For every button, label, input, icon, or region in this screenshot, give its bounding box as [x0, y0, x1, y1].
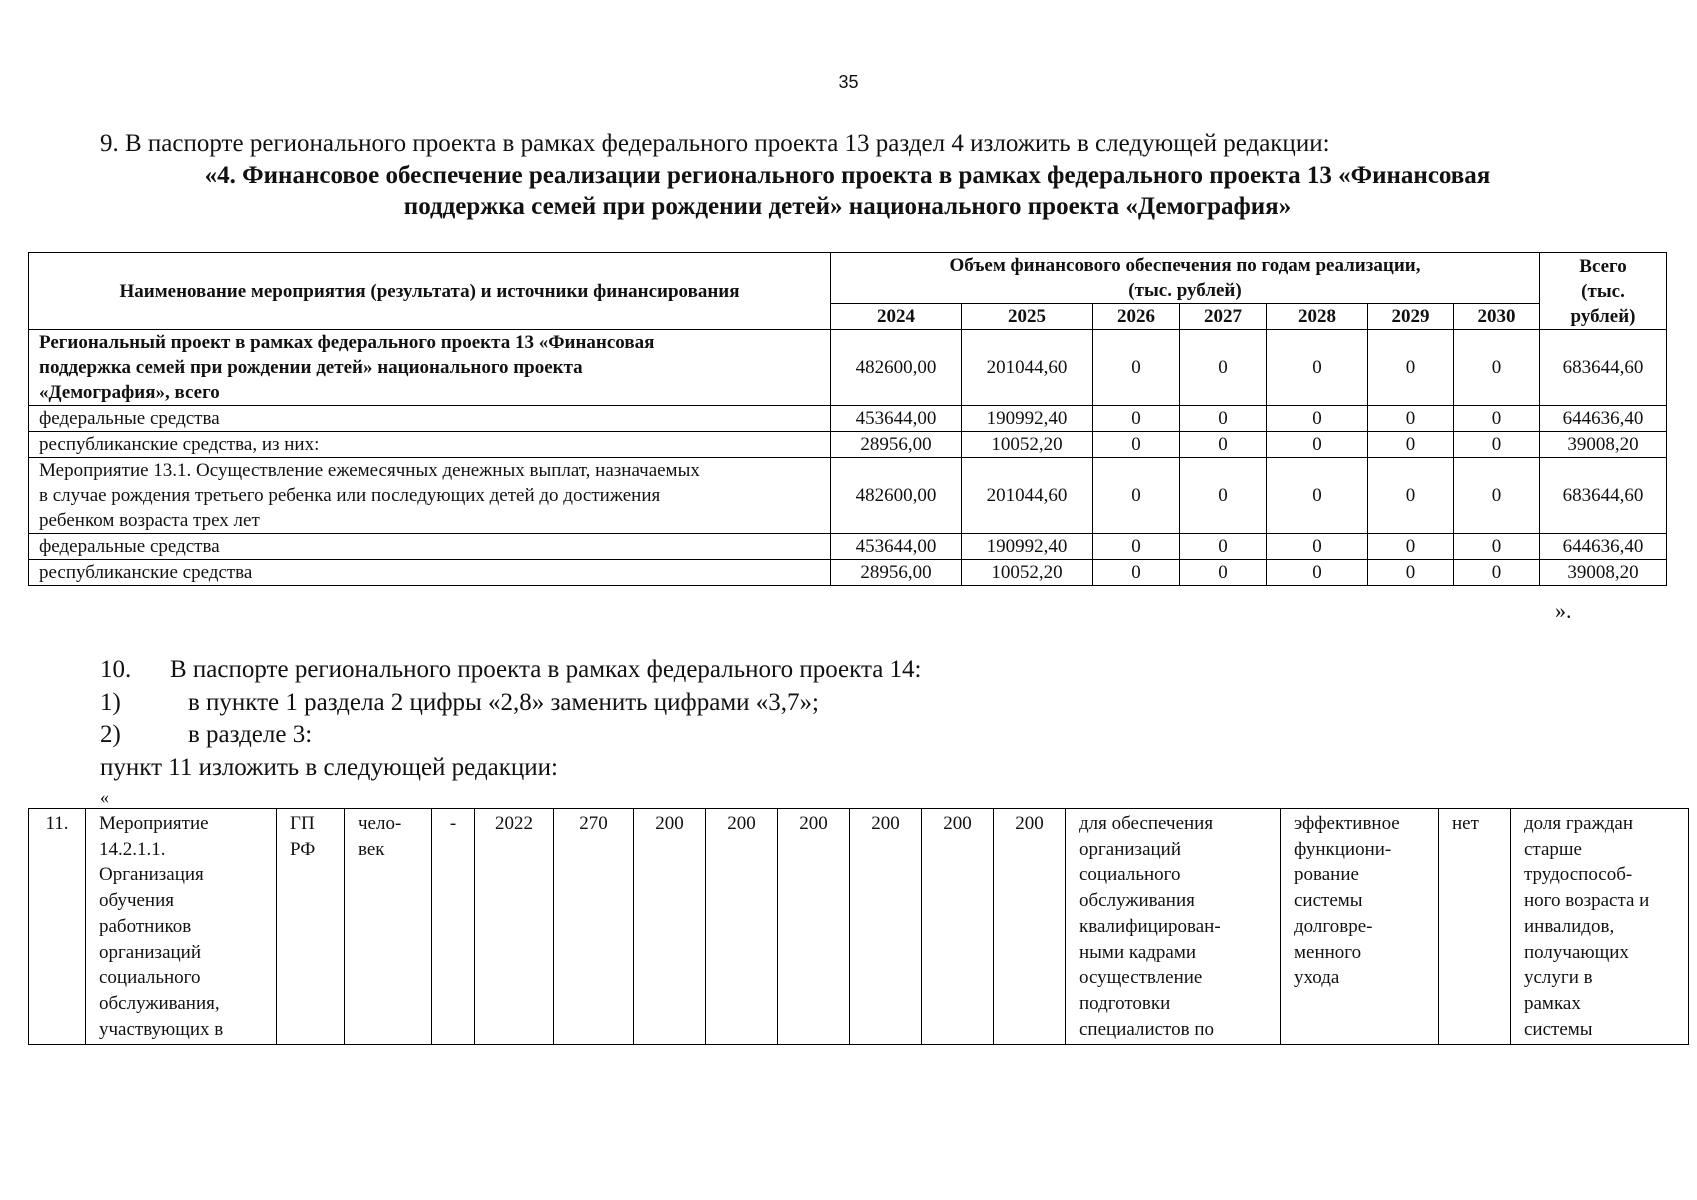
section-4-heading — [100, 160, 1595, 222]
cell-value — [554, 809, 634, 1045]
table-row — [29, 432, 1667, 458]
row-name — [29, 330, 831, 406]
header-volume-line: (тыс. рублей) — [1128, 280, 1242, 301]
cell-line: 200 — [1015, 813, 1044, 834]
value-cell: 0 — [1180, 406, 1267, 432]
total-cell: 644636,40 — [1540, 406, 1667, 432]
header-total-line: (тыс. — [1581, 280, 1625, 302]
cell-line: получающих — [1524, 941, 1629, 963]
value-cell: 0 — [1368, 560, 1454, 586]
header-total — [1540, 253, 1667, 330]
value-cell: 0 — [1454, 432, 1540, 458]
cell-line: 11. — [45, 813, 69, 834]
value-cell: 0 — [1454, 560, 1540, 586]
value-cell: 482600,00 — [831, 330, 962, 406]
cell-line: РФ — [290, 838, 316, 860]
value-cell: 0 — [1180, 560, 1267, 586]
header-year: 2029 — [1368, 304, 1454, 330]
table-row — [29, 560, 1667, 586]
value-cell: 0 — [1093, 432, 1180, 458]
cell-line: доля граждан — [1524, 813, 1634, 834]
value-cell: 0 — [1368, 458, 1454, 534]
value-cell: 0 — [1093, 560, 1180, 586]
header-year: 2026 — [1093, 304, 1180, 330]
subitem-2 — [100, 719, 312, 750]
value-cell: 453644,00 — [831, 406, 962, 432]
value-cell: 0 — [1180, 458, 1267, 534]
cell-line: подготовки — [1079, 992, 1171, 1014]
value-cell: 0 — [1093, 406, 1180, 432]
cell-line: рамках — [1524, 992, 1581, 1014]
cell-value — [634, 809, 706, 1045]
subitem-2-number: 2) — [100, 721, 121, 748]
cell-line: 200 — [655, 813, 684, 834]
total-cell: 39008,20 — [1540, 432, 1667, 458]
subitem-1-text: в пункте 1 раздела 2 цифры «2,8» заменить цифрами «3,7»; — [188, 689, 819, 716]
value-cell: 0 — [1454, 406, 1540, 432]
table-row — [29, 406, 1667, 432]
item-10-number: 10. — [100, 656, 132, 683]
closing-quote: ». — [1555, 598, 1572, 623]
cell-line: нет — [1452, 813, 1479, 834]
row-name — [29, 458, 831, 534]
value-cell: 0 — [1267, 560, 1368, 586]
value-cell: 28956,00 — [831, 432, 962, 458]
cell-purpose — [1066, 809, 1281, 1045]
value-cell: 482600,00 — [831, 458, 962, 534]
cell-line: работников — [99, 915, 192, 937]
cell-line: для обеспечения — [1079, 813, 1214, 834]
row-name: федеральные средства — [29, 406, 831, 432]
header-year: 2027 — [1180, 304, 1267, 330]
cell-line: услуги в — [1524, 967, 1593, 989]
cell-line: Мероприятие — [99, 813, 209, 834]
cell-line: долговре- — [1294, 915, 1373, 937]
total-cell: 683644,60 — [1540, 458, 1667, 534]
cell-line: обслуживания, — [99, 992, 220, 1014]
cell-effect — [1281, 809, 1439, 1045]
value-cell: 0 — [1368, 432, 1454, 458]
cell-line: системы — [1524, 1018, 1593, 1040]
open-quote: « — [100, 787, 109, 807]
heading-line: «4. Финансовое обеспечение реализации регионального проекта в рамках федерального проекта 13 «Финансовая — [204, 162, 1491, 189]
cell-value — [850, 809, 922, 1045]
value-cell: 28956,00 — [831, 560, 962, 586]
cell-line: рование — [1294, 864, 1359, 886]
cell-line: 2022 — [495, 813, 533, 834]
header-volume — [831, 253, 1540, 304]
cell-indicator — [1511, 809, 1689, 1045]
value-cell: 0 — [1093, 458, 1180, 534]
cell-line: инвалидов, — [1524, 915, 1615, 937]
cell-dash — [432, 809, 475, 1045]
value-cell: 0 — [1267, 330, 1368, 406]
value-cell: 0 — [1368, 406, 1454, 432]
cell-measure — [86, 809, 277, 1045]
value-cell: 453644,00 — [831, 534, 962, 560]
cell-line: ного возраста и — [1524, 890, 1650, 912]
value-cell: 0 — [1180, 534, 1267, 560]
item-11-table — [28, 808, 1689, 1045]
value-cell: 10052,20 — [962, 432, 1093, 458]
value-cell: 0 — [1093, 330, 1180, 406]
header-year: 2024 — [831, 304, 962, 330]
cell-value — [706, 809, 778, 1045]
row-name: республиканские средства — [29, 560, 831, 586]
cell-line: трудоспособ- — [1524, 864, 1633, 886]
header-volume-line: Объем финансового обеспечения по годам реализации, — [949, 255, 1421, 276]
cell-value — [778, 809, 850, 1045]
heading-line: поддержка семей при рождении детей» национального проекта «Демография» — [403, 193, 1292, 220]
value-cell: 190992,40 — [962, 406, 1093, 432]
row-name-line: Мероприятие 13.1. Осуществление ежемесячных денежных выплат, назначаемых — [39, 460, 700, 481]
row-name-line: поддержка семей при рождении детей» национального проекта — [39, 357, 583, 378]
cell-level — [277, 809, 345, 1045]
cell-line: организаций — [1079, 838, 1182, 860]
row-name-line: «Демография», всего — [39, 382, 220, 403]
item-10-text: В паспорте регионального проекта в рамках федерального проекта 14: — [170, 656, 922, 683]
row-name-line: ребенком возраста трех лет — [39, 510, 260, 531]
cell-line: обслуживания — [1079, 890, 1195, 912]
value-cell: 0 — [1454, 458, 1540, 534]
value-cell: 0 — [1267, 458, 1368, 534]
total-cell: 683644,60 — [1540, 330, 1667, 406]
header-name: Наименование мероприятия (результата) и источники финансирования — [29, 253, 831, 330]
cell-line: организаций — [99, 941, 202, 963]
cell-year — [475, 809, 554, 1045]
subitem-2-text: в разделе 3: — [188, 721, 313, 748]
cell-unit — [345, 809, 432, 1045]
cell-line: 200 — [727, 813, 756, 834]
cell-number — [29, 809, 86, 1045]
cell-line: Организация — [99, 864, 204, 886]
cell-line: функциони- — [1294, 838, 1392, 860]
cell-line: ухода — [1294, 967, 1340, 989]
value-cell: 201044,60 — [962, 330, 1093, 406]
cell-line: век — [358, 838, 385, 860]
value-cell: 10052,20 — [962, 560, 1093, 586]
cell-line: участвующих в — [99, 1018, 224, 1040]
cell-line: менного — [1294, 941, 1362, 963]
value-cell: 0 — [1267, 406, 1368, 432]
row-name-line: в случае рождения третьего ребенка или последующих детей до достижения — [39, 485, 661, 506]
cell-line: чело- — [358, 813, 402, 834]
table-row — [29, 809, 1689, 1045]
row-name: республиканские средства, из них: — [29, 432, 831, 458]
value-cell: 0 — [1267, 432, 1368, 458]
value-cell: 0 — [1368, 534, 1454, 560]
value-cell: 0 — [1180, 330, 1267, 406]
cell-line: социального — [99, 967, 201, 989]
header-total-line: рублей) — [1570, 305, 1636, 327]
row-name-line: Региональный проект в рамках федерального проекта 13 «Финансовая — [39, 332, 655, 353]
total-cell: 39008,20 — [1540, 560, 1667, 586]
cell-line: специалистов по — [1079, 1018, 1214, 1040]
cell-line: ными кадрами — [1079, 941, 1197, 963]
item-10-intro — [100, 654, 922, 685]
table-row — [29, 534, 1667, 560]
value-cell: 0 — [1180, 432, 1267, 458]
value-cell: 0 — [1454, 330, 1540, 406]
value-cell: 0 — [1368, 330, 1454, 406]
cell-line: ГП — [290, 813, 315, 834]
value-cell: 0 — [1267, 534, 1368, 560]
header-total-line: Всего — [1579, 255, 1627, 277]
cell-line: социального — [1079, 864, 1181, 886]
item-9-intro: 9. В паспорте регионального проекта в рамках федерального проекта 13 раздел 4 изложить в следующей редакции: — [100, 130, 1330, 157]
cell-value — [922, 809, 994, 1045]
page-number: 35 — [838, 72, 859, 92]
cell-line: квалифицирован- — [1079, 915, 1221, 937]
value-cell: 190992,40 — [962, 534, 1093, 560]
subitem-1-number: 1) — [100, 689, 121, 716]
cell-line: системы — [1294, 890, 1363, 912]
finance-table — [28, 252, 1667, 586]
value-cell: 0 — [1454, 534, 1540, 560]
cell-flag — [1439, 809, 1511, 1045]
cell-line: 200 — [799, 813, 828, 834]
value-cell: 201044,60 — [962, 458, 1093, 534]
table-row — [29, 458, 1667, 534]
item-11-instruction: пункт 11 изложить в следующей редакции: — [100, 754, 558, 781]
cell-line: 200 — [943, 813, 972, 834]
row-name: федеральные средства — [29, 534, 831, 560]
header-year: 2028 — [1267, 304, 1368, 330]
cell-line: эффективное — [1294, 813, 1400, 834]
header-year: 2030 — [1454, 304, 1540, 330]
cell-value — [994, 809, 1066, 1045]
cell-line: 14.2.1.1. — [99, 838, 166, 860]
cell-line: 200 — [871, 813, 900, 834]
subitem-1 — [100, 687, 819, 718]
total-cell: 644636,40 — [1540, 534, 1667, 560]
cell-line: обучения — [99, 890, 175, 912]
header-year: 2025 — [962, 304, 1093, 330]
cell-line: старше — [1524, 838, 1582, 860]
cell-line: - — [449, 813, 457, 834]
table-row — [29, 330, 1667, 406]
value-cell: 0 — [1093, 534, 1180, 560]
cell-line: 270 — [579, 813, 608, 834]
cell-line: осуществление — [1079, 967, 1203, 989]
